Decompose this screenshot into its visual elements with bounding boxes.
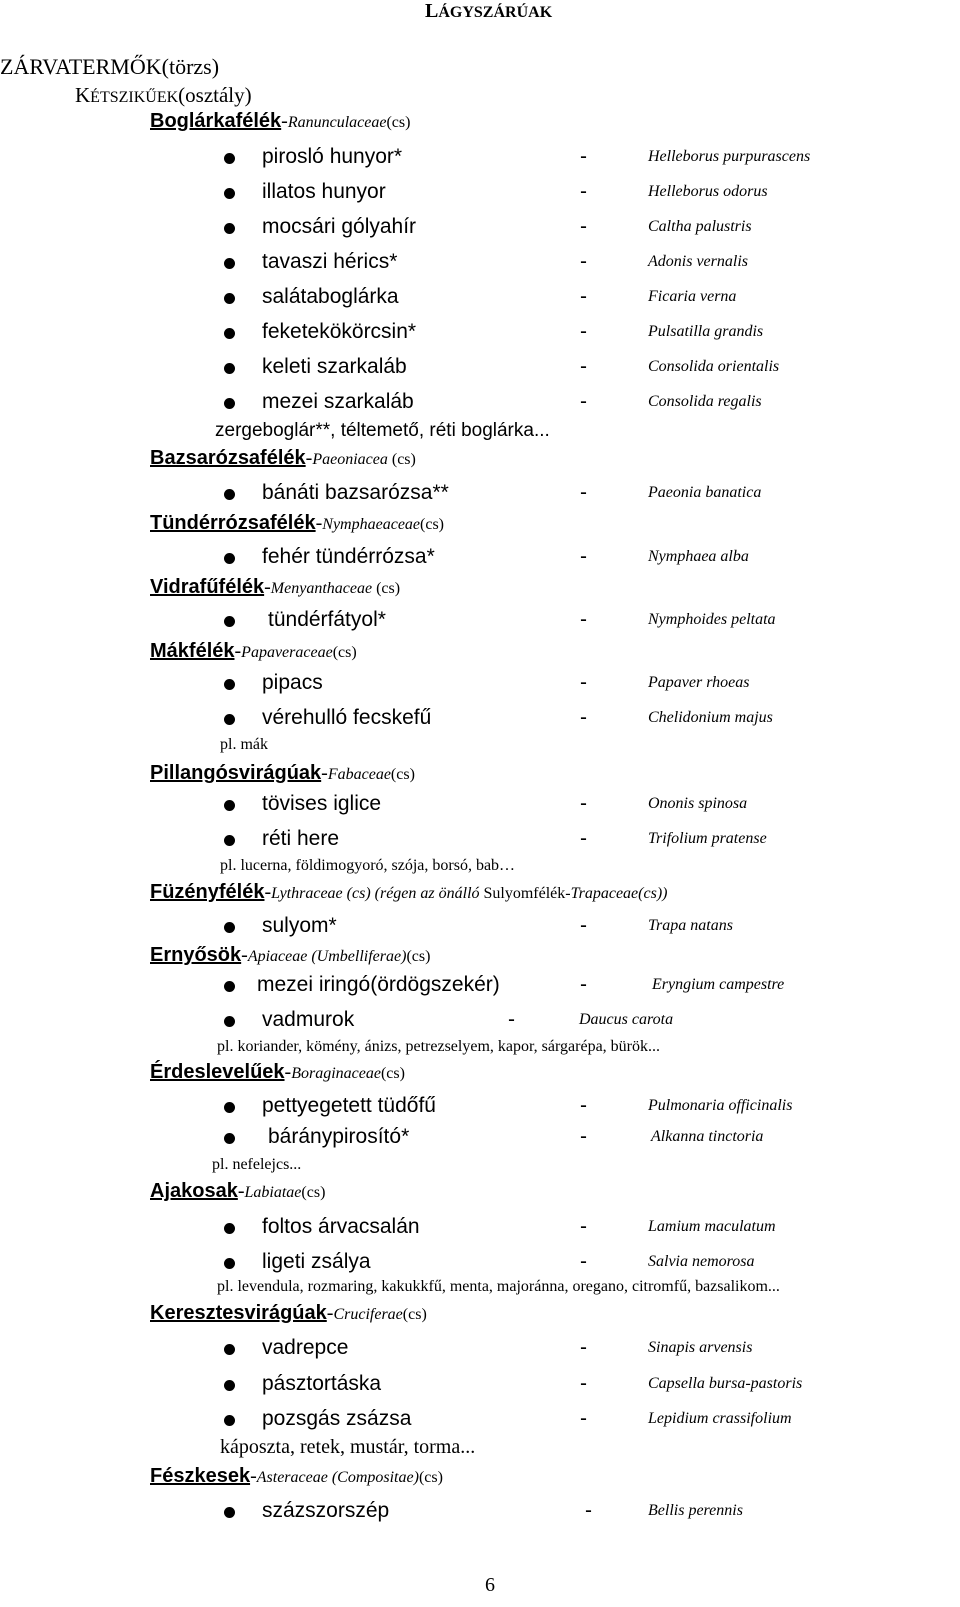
bullet-icon (224, 1258, 235, 1269)
species-name: salátaboglárka (262, 285, 399, 308)
species-name: pásztortáska (262, 1372, 382, 1395)
species-scientific-name: Lepidium crassifolium (648, 1410, 792, 1427)
family-heading: Keresztesvirágúak-Cruciferae(cs) (150, 1302, 427, 1324)
family-heading: Érdeslevelűek-Boraginaceae(cs) (150, 1061, 405, 1083)
bullet-icon (224, 553, 235, 564)
dash-separator: - (580, 608, 587, 631)
species-name: tündérfátyol* (268, 608, 386, 631)
bullet-icon (224, 1016, 235, 1027)
dash-separator: - (580, 215, 587, 238)
dash-separator: - (580, 827, 587, 850)
family-heading: Füzényfélék-Lythraceae (cs) (régen az önálló Sulyomfélék-Trapaceae(cs)) (150, 881, 668, 903)
species-name: feketekökörcsin* (262, 320, 417, 343)
bullet-icon (224, 922, 235, 933)
dash-separator: - (580, 1250, 587, 1273)
dash-separator: - (580, 1372, 587, 1395)
dash-separator: - (580, 285, 587, 308)
species-scientific-name: Consolida regalis (648, 393, 762, 410)
species-scientific-name: Ficaria verna (648, 288, 737, 305)
species-scientific-name: Paeonia banatica (648, 484, 762, 501)
species-scientific-name: Bellis perennis (648, 1502, 743, 1519)
dash-separator: - (580, 792, 587, 815)
species-name: mezei iringó(ördögszekér) (257, 973, 500, 996)
family-heading: Fészkesek-Asteraceae (Compositae)(cs) (150, 1465, 443, 1487)
bullet-icon (224, 398, 235, 409)
species-scientific-name: Consolida orientalis (648, 358, 780, 375)
dash-separator: - (580, 973, 587, 996)
dash-separator: - (580, 706, 587, 729)
species-name: fehér tündérrózsa* (262, 545, 435, 568)
examples-note: pl. lucerna, földimogyoró, szója, borsó, bab… (220, 857, 516, 874)
bullet-icon (224, 153, 235, 164)
species-scientific-name: Helleborus odorus (648, 183, 768, 200)
species-name: keleti szarkaláb (262, 355, 407, 378)
dash-separator: - (580, 390, 587, 413)
page-title: LÁGYSZÁRÚAK (425, 0, 553, 22)
species-scientific-name: Alkanna tinctoria (651, 1128, 764, 1145)
species-scientific-name: Trifolium pratense (648, 830, 767, 847)
family-heading: Boglárkafélék-Ranunculaceae(cs) (150, 110, 411, 132)
bullet-icon (224, 679, 235, 690)
bullet-icon (224, 616, 235, 627)
species-name: pozsgás zsázsa (262, 1407, 412, 1430)
species-name: vadrepce (262, 1336, 349, 1359)
species-name: réti here (262, 827, 340, 850)
dash-separator: - (580, 145, 587, 168)
dash-separator: - (580, 355, 587, 378)
species-name: mezei szarkaláb (262, 390, 414, 413)
species-scientific-name: Capsella bursa-pastoris (648, 1375, 803, 1392)
species-name: tavaszi hérics* (262, 250, 398, 273)
bullet-icon (224, 1223, 235, 1234)
dash-separator: - (580, 1215, 587, 1238)
species-scientific-name: Trapa natans (648, 917, 733, 934)
bullet-icon (224, 1102, 235, 1113)
species-scientific-name: Pulmonaria officinalis (648, 1097, 793, 1114)
species-name: pirosló hunyor* (262, 145, 403, 168)
bullet-icon (224, 363, 235, 374)
species-name: foltos árvacsalán (262, 1215, 420, 1238)
bullet-icon (224, 981, 235, 992)
examples-note: káposzta, retek, mustár, torma... (220, 1436, 476, 1458)
bullet-icon (224, 258, 235, 269)
species-scientific-name: Papaver rhoeas (648, 674, 750, 691)
examples-note: pl. mák (220, 736, 268, 753)
species-name: sulyom* (262, 914, 337, 937)
species-name: illatos hunyor (262, 180, 386, 203)
bullet-icon (224, 1507, 235, 1518)
species-name: báránypirosító* (268, 1125, 410, 1148)
species-name: tövises iglice (262, 792, 382, 815)
species-name: bánáti bazsarózsa** (262, 481, 449, 504)
page-number: 6 (485, 1574, 495, 1596)
species-scientific-name: Helleborus purpurascens (648, 148, 811, 165)
bullet-icon (224, 800, 235, 811)
bullet-icon (224, 714, 235, 725)
species-scientific-name: Salvia nemorosa (648, 1253, 755, 1270)
bullet-icon (224, 835, 235, 846)
dash-separator: - (580, 320, 587, 343)
species-scientific-name: Caltha palustris (648, 218, 752, 235)
dash-separator: - (585, 1499, 592, 1522)
dash-separator: - (580, 250, 587, 273)
dash-separator: - (580, 545, 587, 568)
dash-separator: - (580, 914, 587, 937)
species-name: vérehulló fecskefű (262, 706, 432, 729)
dash-separator: - (580, 1336, 587, 1359)
bullet-icon (224, 1380, 235, 1391)
family-heading: Bazsarózsafélék-Paeoniacea (cs) (150, 447, 416, 469)
bullet-icon (224, 1133, 235, 1144)
dash-separator: - (580, 671, 587, 694)
bullet-icon (224, 188, 235, 199)
examples-note: zergeboglár**, téltemető, réti boglárka... (215, 420, 550, 441)
species-scientific-name: Eryngium campestre (652, 976, 785, 993)
species-name: mocsári gólyahír (262, 215, 417, 238)
species-scientific-name: Daucus carota (579, 1011, 674, 1028)
dash-separator: - (580, 1407, 587, 1430)
dash-separator: - (580, 1125, 587, 1148)
species-name: pipacs (262, 671, 323, 694)
species-name: százszorszép (262, 1499, 390, 1522)
bullet-icon (224, 223, 235, 234)
family-heading: Ajakosak-Labiatae(cs) (150, 1180, 326, 1202)
bullet-icon (224, 489, 235, 500)
species-name: pettyegetett tüdőfű (262, 1094, 436, 1117)
species-scientific-name: Ononis spinosa (648, 795, 748, 812)
species-name: vadmurok (262, 1008, 355, 1031)
species-scientific-name: Nymphoides peltata (648, 611, 776, 628)
dash-separator: - (580, 1094, 587, 1117)
species-scientific-name: Adonis vernalis (648, 253, 748, 270)
examples-note: pl. koriander, kömény, ánizs, petrezselyem, kapor, sárgarépa, bürök... (217, 1038, 661, 1055)
class-heading: KÉTSZIKŰEK(osztály) (75, 83, 252, 107)
bullet-icon (224, 328, 235, 339)
species-name: ligeti zsálya (262, 1250, 371, 1273)
dash-separator: - (580, 481, 587, 504)
examples-note: pl. levendula, rozmaring, kakukkfű, menta, majoránna, oregano, citromfű, bazsalikom... (217, 1278, 780, 1295)
family-heading: Pillangósvirágúak-Fabaceae(cs) (150, 762, 415, 784)
species-scientific-name: Chelidonium majus (648, 709, 773, 726)
dash-separator: - (508, 1008, 515, 1031)
bullet-icon (224, 293, 235, 304)
species-scientific-name: Sinapis arvensis (648, 1339, 753, 1356)
phylum-heading: ZÁRVATERMŐK(törzs) (0, 54, 220, 79)
bullet-icon (224, 1344, 235, 1355)
family-heading: Ernyősök-Apiaceae (Umbelliferae)(cs) (150, 944, 431, 966)
family-heading: Vidrafűfélék-Menyanthaceae (cs) (150, 576, 401, 598)
species-scientific-name: Pulsatilla grandis (648, 323, 764, 340)
family-heading: Tündérrózsafélék-Nymphaeaceae(cs) (150, 512, 444, 534)
family-heading: Mákfélék-Papaveraceae(cs) (150, 640, 357, 662)
species-scientific-name: Lamium maculatum (648, 1218, 776, 1235)
dash-separator: - (580, 180, 587, 203)
examples-note: pl. nefelejcs... (212, 1156, 302, 1173)
bullet-icon (224, 1415, 235, 1426)
species-scientific-name: Nymphaea alba (648, 548, 749, 565)
